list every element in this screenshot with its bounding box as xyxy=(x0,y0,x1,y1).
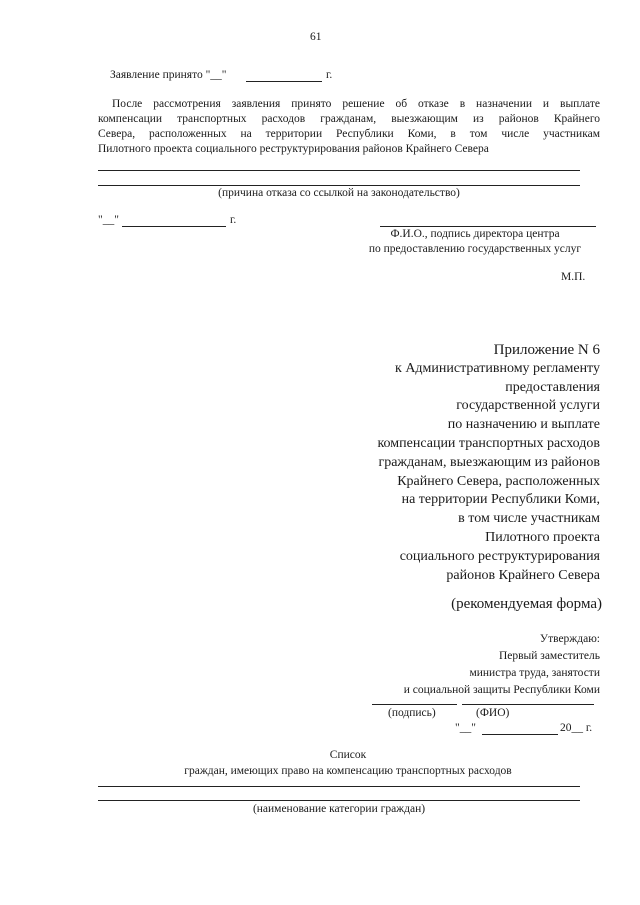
signature-date-prefix: "__" xyxy=(98,214,119,226)
approval-date-line xyxy=(482,734,558,735)
appendix-line: компенсации транспортных расходов xyxy=(377,435,600,451)
approval-block xyxy=(300,631,600,699)
appendix-line: гражданам, выезжающим из районов xyxy=(378,454,600,470)
appendix-line: районов Крайнего Севера xyxy=(446,567,600,583)
page-number: 61 xyxy=(310,31,322,43)
approval-fio-line xyxy=(462,704,594,705)
appendix-line: Пилотного проекта xyxy=(485,529,600,545)
appendix-line: на территории Республики Коми, xyxy=(401,492,600,508)
appendix-line: социального реструктурирования xyxy=(399,548,600,564)
category-line xyxy=(98,786,580,787)
refusal-reason-line xyxy=(98,185,580,186)
appendix-heading xyxy=(280,341,600,585)
refusal-reason-line xyxy=(98,170,580,171)
approval-date-year: 20__ г. xyxy=(560,722,593,734)
approval-fio-caption: (ФИО) xyxy=(476,707,510,719)
appendix-line: государственной услуги xyxy=(456,398,600,414)
appendix-line: Крайнего Севера, расположенных xyxy=(397,473,600,489)
date-blank-line xyxy=(246,81,322,82)
approval-line: министра труда, занятости xyxy=(469,667,600,679)
list-title: Список xyxy=(329,749,367,761)
director-caption-line2: по предоставлению государственных услуг xyxy=(368,243,582,255)
approval-line: Первый заместитель xyxy=(498,650,600,662)
refusal-reason-caption: (причина отказа со ссылкой на законодательство) xyxy=(218,187,460,199)
approval-line: и социальной защиты Республики Коми xyxy=(403,684,600,696)
statement-accepted-label: Заявление принято "__" xyxy=(110,69,227,81)
decision-line: Севера, расположенных на территории Республики Коми, в том числе участникам xyxy=(98,128,600,140)
decision-line: компенсации транспортных расходов гражданам, выезжающим из районов Крайнего xyxy=(98,113,600,125)
appendix-line: предоставления xyxy=(505,379,600,395)
appendix-line: к Административному регламенту xyxy=(395,360,600,376)
director-caption-line1: Ф.И.О., подпись директора центра xyxy=(390,228,560,240)
appendix-line: в том числе участникам xyxy=(458,511,600,527)
list-subtitle: граждан, имеющих право на компенсацию транспортных расходов xyxy=(184,765,512,777)
signature-date-line xyxy=(122,226,226,227)
recommended-form-note: (рекомендуемая форма) xyxy=(451,596,602,612)
stamp-label: М.П. xyxy=(561,271,586,283)
category-caption: (наименование категории граждан) xyxy=(252,803,426,815)
approval-date-prefix: "__" xyxy=(455,722,476,734)
approval-line: Утверждаю: xyxy=(539,633,600,645)
signature-date-suffix: г. xyxy=(230,214,237,226)
appendix-line: Приложение N 6 xyxy=(493,342,600,358)
director-signature-line xyxy=(380,226,596,227)
decision-paragraph xyxy=(98,97,600,157)
category-line xyxy=(98,800,580,801)
decision-line: После рассмотрения заявления принято решение об отказе в назначении и выплате xyxy=(112,98,600,110)
appendix-line: по назначению и выплате xyxy=(447,417,600,433)
approval-signature-line xyxy=(372,704,457,705)
statement-accepted-suffix: г. xyxy=(326,69,333,81)
decision-line: Пилотного проекта социального реструктурирования районов Крайнего Севера xyxy=(98,143,489,155)
approval-signature-caption: (подпись) xyxy=(388,707,436,719)
